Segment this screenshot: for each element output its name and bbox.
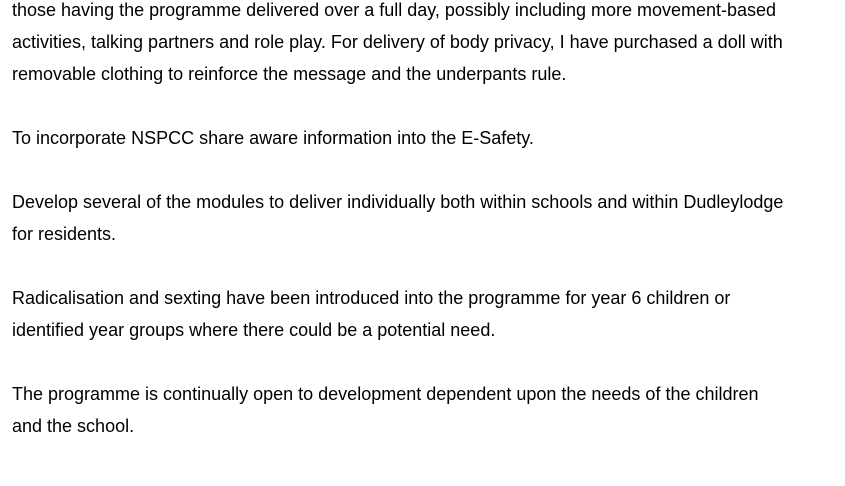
text-line: Radicalisation and sexting have been introduced into the programme for year 6 children or	[12, 288, 731, 308]
text-line: identified year groups where there could be a potential need.	[12, 320, 496, 340]
text-line: The programme is continually open to development dependent upon the needs of the children	[12, 384, 759, 404]
paragraph-develop-modules	[12, 186, 805, 250]
paragraph-programme-delivery	[12, 0, 805, 90]
paragraph-continual-development	[12, 378, 805, 442]
text-line: those having the programme delivered over a full day, possibly including more movement-based	[12, 0, 777, 20]
text-line: and the school.	[12, 416, 135, 436]
text-line: activities, talking partners and role play. For delivery of body privacy, I have purchased a doll with	[12, 32, 783, 52]
text-line: for residents.	[12, 224, 117, 244]
document-body	[12, 0, 805, 474]
text-line: removable clothing to reinforce the message and the underpants rule.	[12, 64, 567, 84]
text-line: To incorporate NSPCC share aware information into the E-Safety.	[12, 128, 534, 148]
text-line: Develop several of the modules to deliver individually both within schools and within Dudleylodge	[12, 192, 784, 212]
paragraph-nspcc-share-aware	[12, 122, 805, 154]
paragraph-radicalisation-sexting	[12, 282, 805, 346]
